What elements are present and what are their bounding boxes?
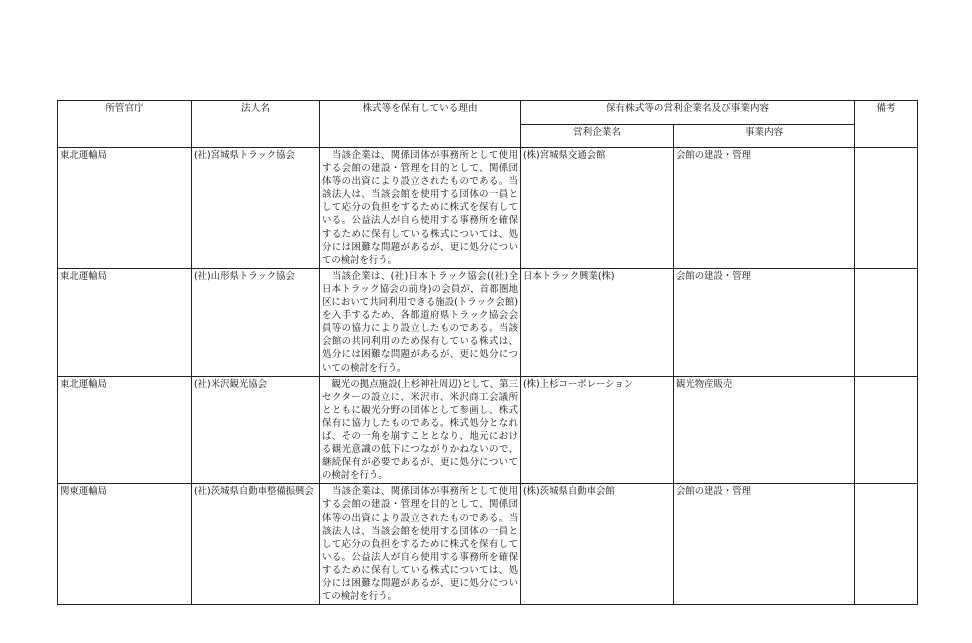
cell-office: 東北運輸局	[58, 376, 192, 484]
header-remarks: 備考	[855, 101, 918, 148]
header-office: 所管官庁	[58, 101, 192, 148]
cell-reason: 当該企業は、関係団体が事務所として使用する会館の建設・管理を目的として、関係団体等の出資により設立されたものである。当該法人は、当該会館を使用する団体の一員として応分の負担をするために株式を保有している。公益法人が自ら使用する事務所を確保するために保有している株式については、処分には困難な問題があるが、更に処分についての検討を行う。	[320, 484, 521, 605]
cell-corp: (社)茨城県自動車整備振興会	[192, 484, 320, 605]
cell-corp: (社)米沢観光協会	[192, 376, 320, 484]
cell-remarks	[855, 148, 918, 269]
cell-remarks	[855, 484, 918, 605]
cell-remarks	[855, 268, 918, 376]
holdings-table	[57, 100, 918, 605]
table-row	[58, 484, 918, 605]
header-company: 営利企業名	[521, 125, 674, 148]
cell-reason: 当該企業は、(社)日本トラック協会((社)全日本トラック協会の前身)の会員が、首都圏地区において共同利用できる施設(トラック会館)を入手するため、各都道府県トラック協会会員等の協力により設立したものである。当該会館の共同利用のため保有している株式は、処分には困難な問題があるが、更に処分についての検討を行う。	[320, 268, 521, 376]
cell-office: 関東運輸局	[58, 484, 192, 605]
cell-reason: 当該企業は、関係団体が事務所として使用する会館の建設・管理を目的として、関係団体等の出資により設立されたものである。当該法人は、当該会館を使用する団体の一員として応分の負担をするために株式を保有している。公益法人が自ら使用する事務所を確保するために保有している株式については、処分には困難な問題があるが、更に処分についての検討を行う。	[320, 148, 521, 269]
cell-business: 観光物産販売	[674, 376, 855, 484]
cell-company: (株)上杉コーポレーション	[521, 376, 674, 484]
cell-corp: (社)宮城県トラック協会	[192, 148, 320, 269]
cell-reason: 観光の拠点施設(上杉神社周辺)として、第三セクターの設立に、米沢市、米沢商工会議所とともに観光分野の団体として参画し、株式保有に協力したものである。株式処分となれば、その一角を崩すこととなり、地元における観光意識の低下につながりかねないので、継続保有が必要であるが、更に処分についての検討を行う。	[320, 376, 521, 484]
cell-company: (株)宮城県交通会館	[521, 148, 674, 269]
cell-office: 東北運輸局	[58, 268, 192, 376]
cell-business: 会館の建設・管理	[674, 268, 855, 376]
cell-corp: (社)山形県トラック協会	[192, 268, 320, 376]
header-reason: 株式等を保有している理由	[320, 101, 521, 148]
cell-office: 東北運輸局	[58, 148, 192, 269]
table-row	[58, 268, 918, 376]
cell-company: 日本トラック興業(株)	[521, 268, 674, 376]
header-business: 事業内容	[674, 125, 855, 148]
table-row	[58, 376, 918, 484]
cell-business: 会館の建設・管理	[674, 484, 855, 605]
cell-business: 会館の建設・管理	[674, 148, 855, 269]
header-group: 保有株式等の営利企業名及び事業内容	[521, 101, 855, 125]
header-corp: 法人名	[192, 101, 320, 148]
table-row	[58, 148, 918, 269]
cell-remarks	[855, 376, 918, 484]
cell-company: (株)茨城県自動車会館	[521, 484, 674, 605]
